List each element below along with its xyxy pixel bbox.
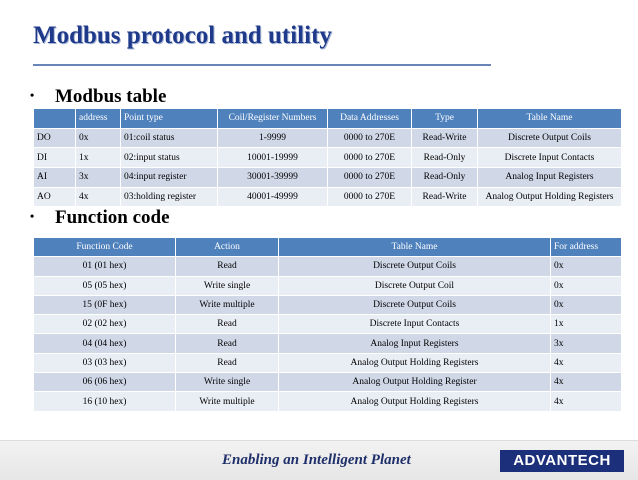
modbus-header-point-type: Point type [121,109,218,129]
function-cell-table-name: Analog Input Registers [279,334,551,353]
footer-tagline: Enabling an Intelligent Planet [222,452,411,468]
modbus-header-coil-register-numbers: Coil/Register Numbers [218,109,328,129]
function-header-table-name: Table Name [279,238,551,257]
modbus-cell-address: 1x [76,148,121,168]
table-row [34,315,622,334]
modbus-cell-point-type: 03:holding register [121,187,218,207]
function-cell-code: 06 (06 hex) [34,373,176,392]
section-modbus-table-heading: Modbus table [55,86,167,107]
function-cell-code: 15 (0F hex) [34,295,176,314]
function-cell-for-address: 0x [551,276,622,295]
function-cell-code: 16 (10 hex) [34,392,176,411]
modbus-cell-code: AI [34,168,76,188]
function-cell-for-address: 3x [551,334,622,353]
table-row [34,334,622,353]
modbus-table-header-row [34,109,622,129]
bullet-icon: • [30,88,35,103]
section-modbus-table [30,86,166,108]
modbus-cell-coil-register-numbers: 10001-19999 [218,148,328,168]
function-cell-for-address: 0x [551,257,622,276]
bullet-icon: • [30,209,35,224]
function-cell-action: Write single [176,373,279,392]
function-cell-code: 03 (03 hex) [34,353,176,372]
modbus-cell-point-type: 02:input status [121,148,218,168]
function-cell-code: 02 (02 hex) [34,315,176,334]
function-cell-table-name: Analog Output Holding Registers [279,353,551,372]
modbus-cell-code: DO [34,128,76,148]
function-cell-table-name: Discrete Input Contacts [279,315,551,334]
function-cell-action: Write multiple [176,392,279,411]
slide-title: Modbus protocol and utility [33,22,332,49]
modbus-cell-address: 4x [76,187,121,207]
function-cell-code: 01 (01 hex) [34,257,176,276]
function-header-for-address: For address [551,238,622,257]
function-code-table [33,237,622,412]
modbus-cell-data-addresses: 0000 to 270E [328,128,412,148]
modbus-header-data-addresses: Data Addresses [328,109,412,129]
modbus-cell-type: Read-Only [412,148,478,168]
table-row [34,257,622,276]
modbus-cell-point-type: 04:input register [121,168,218,188]
modbus-cell-type: Read-Write [412,128,478,148]
function-table-header-row [34,238,622,257]
function-cell-action: Write single [176,276,279,295]
modbus-header-type: Type [412,109,478,129]
function-cell-for-address: 4x [551,392,622,411]
table-row [34,295,622,314]
modbus-cell-table-name: Discrete Input Contacts [478,148,622,168]
table-row [34,392,622,411]
function-cell-table-name: Analog Output Holding Register [279,373,551,392]
function-cell-for-address: 4x [551,353,622,372]
function-cell-action: Read [176,315,279,334]
modbus-header-address: address [76,109,121,129]
modbus-cell-coil-register-numbers: 40001-49999 [218,187,328,207]
modbus-cell-table-name: Discrete Output Coils [478,128,622,148]
function-cell-for-address: 0x [551,295,622,314]
function-header-action: Action [176,238,279,257]
function-header-code: Function Code [34,238,176,257]
function-cell-action: Read [176,353,279,372]
modbus-cell-table-name: Analog Output Holding Registers [478,187,622,207]
function-cell-action: Read [176,334,279,353]
modbus-cell-type: Read-Write [412,187,478,207]
function-cell-action: Write multiple [176,295,279,314]
table-row [34,353,622,372]
function-cell-for-address: 1x [551,315,622,334]
modbus-cell-data-addresses: 0000 to 270E [328,187,412,207]
modbus-cell-code: AO [34,187,76,207]
modbus-header-code [34,109,76,129]
modbus-cell-type: Read-Only [412,168,478,188]
modbus-cell-address: 3x [76,168,121,188]
table-row [34,168,622,188]
modbus-cell-point-type: 01:coil status [121,128,218,148]
title-divider [33,64,491,66]
section-function-code-heading: Function code [55,207,170,228]
modbus-cell-coil-register-numbers: 1-9999 [218,128,328,148]
function-cell-table-name: Analog Output Holding Registers [279,392,551,411]
table-row [34,373,622,392]
modbus-cell-table-name: Analog Input Registers [478,168,622,188]
modbus-header-table-name: Table Name [478,109,622,129]
table-row [34,148,622,168]
slide-footer [0,440,638,480]
table-row [34,187,622,207]
function-cell-action: Read [176,257,279,276]
table-row [34,128,622,148]
function-cell-code: 04 (04 hex) [34,334,176,353]
function-cell-code: 05 (05 hex) [34,276,176,295]
function-cell-table-name: Discrete Output Coils [279,257,551,276]
section-function-code [30,207,170,229]
modbus-cell-data-addresses: 0000 to 270E [328,148,412,168]
modbus-table [33,108,622,207]
function-cell-for-address: 4x [551,373,622,392]
modbus-cell-code: DI [34,148,76,168]
modbus-cell-data-addresses: 0000 to 270E [328,168,412,188]
table-row [34,276,622,295]
function-cell-table-name: Discrete Output Coils [279,295,551,314]
modbus-cell-coil-register-numbers: 30001-39999 [218,168,328,188]
function-cell-table-name: Discrete Output Coil [279,276,551,295]
advantech-logo: ADVANTECH [500,450,624,472]
modbus-cell-address: 0x [76,128,121,148]
